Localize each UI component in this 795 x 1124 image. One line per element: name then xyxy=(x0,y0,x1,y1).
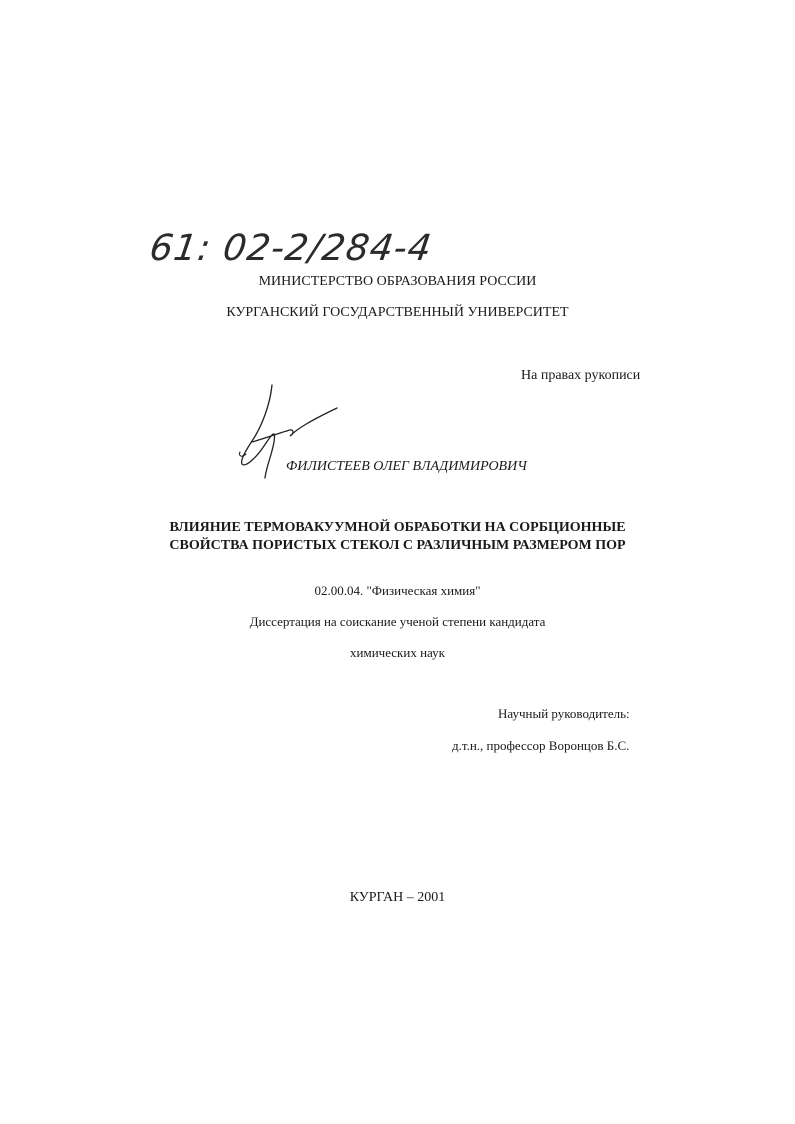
manuscript-rights-note: На правах рукописи xyxy=(521,368,641,383)
degree-line-1: Диссертация на соискание ученой степени кандидата xyxy=(249,614,546,629)
author-name: ФИЛИСТЕЕВ ОЛЕГ ВЛАДИМИРОВИЧ xyxy=(286,459,527,474)
supervisor-name: д.т.н., профессор Воронцов Б.С. xyxy=(452,738,630,753)
archive-number-handwritten: 61: 02-2/284-4 xyxy=(147,228,435,269)
city-year: КУРГАН – 2001 xyxy=(349,890,446,905)
thesis-title-line-2: СВОЙСТВА ПОРИСТЫХ СТЕКОЛ С РАЗЛИЧНЫМ РАЗМЕРОМ ПОР xyxy=(169,538,626,553)
degree-line-2: химических наук xyxy=(350,645,445,660)
university-heading: КУРГАНСКИЙ ГОСУДАРСТВЕННЫЙ УНИВЕРСИТЕТ xyxy=(226,305,569,320)
specialty-code: 02.00.04. "Физическая химия" xyxy=(314,583,481,598)
thesis-title-line-1: ВЛИЯНИЕ ТЕРМОВАКУУМНОЙ ОБРАБОТКИ НА СОРБЦИОННЫЕ xyxy=(169,520,626,535)
supervisor-label: Научный руководитель: xyxy=(498,706,630,721)
ministry-heading: МИНИСТЕРСТВО ОБРАЗОВАНИЯ РОССИИ xyxy=(258,274,537,289)
